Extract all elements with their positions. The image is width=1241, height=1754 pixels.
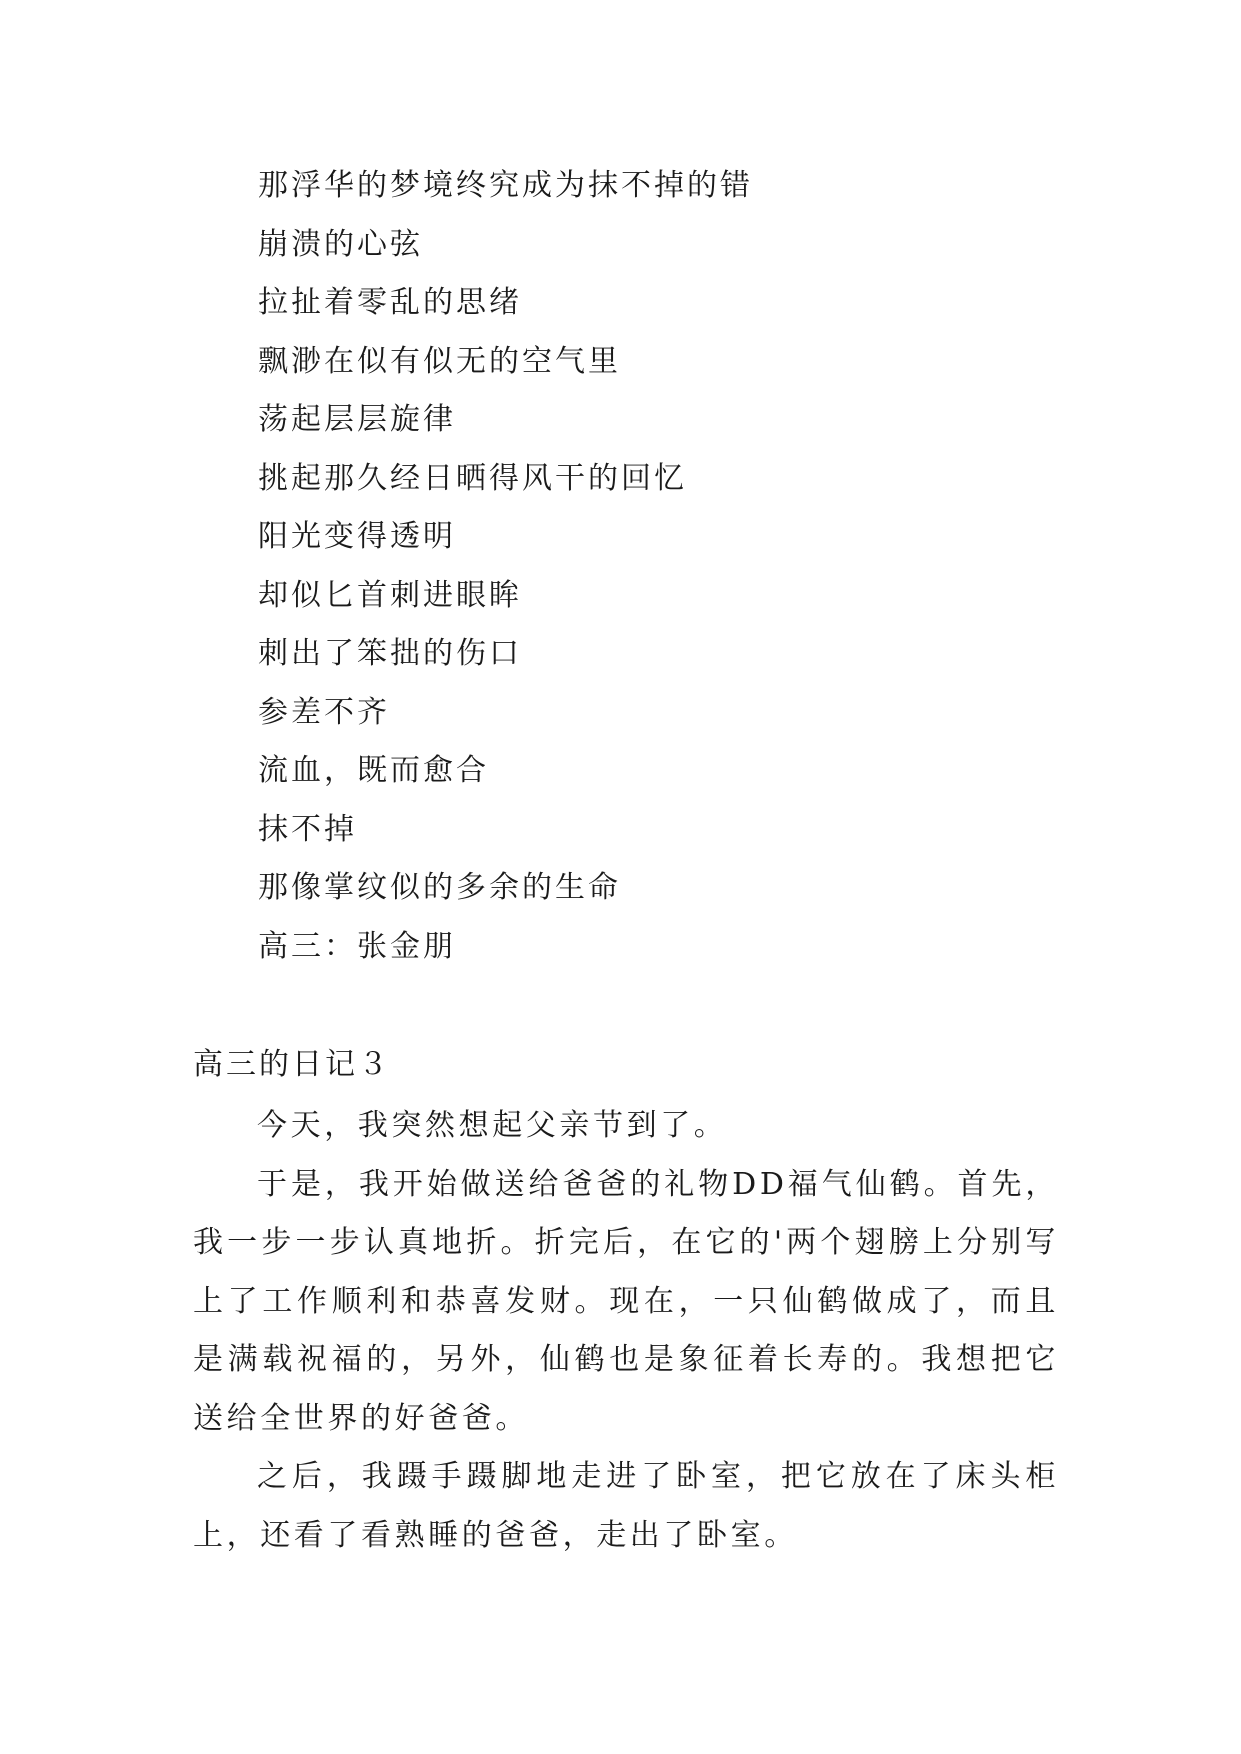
paragraph: 之后，我蹑手蹑脚地走进了卧室，把它放在了床头柜上，还看了看熟睡的爸爸，走出了卧室。 xyxy=(193,1459,1059,1553)
paragraph: 于是，我开始做送给爸爸的礼物DD福气仙鹤。首先，我一步一步认真地折。折完后，在它的'两个翅膀上分别写上了工作顺利和恭喜发财。现在，一只仙鹤做成了，而且是满载祝福的，另外，仙鹤也是象征着长寿的。我想把它送给全世界的好爸爸。 xyxy=(193,1166,1059,1436)
poem-line: 参差不齐 xyxy=(258,694,390,730)
poem-line: 荡起层层旋律 xyxy=(258,402,456,437)
poem-line: 流血，既而愈合 xyxy=(258,753,489,788)
poem-line: 阳光变得透明 xyxy=(258,519,456,554)
diary-body xyxy=(193,1097,1059,1565)
poem-line: 却似匕首刺进眼眸 xyxy=(258,577,522,613)
paragraph: 今天，我突然想起父亲节到了。 xyxy=(257,1108,728,1143)
poem-line: 飘渺在似有似无的空气里 xyxy=(258,343,621,379)
poem xyxy=(258,157,1058,976)
poem-line: 那浮华的梦境终究成为抹不掉的错 xyxy=(258,168,753,203)
poem-line: 拉扯着零乱的思绪 xyxy=(258,285,522,320)
poem-line: 抹不掉 xyxy=(258,811,357,847)
poem-author: 高三：张金朋 xyxy=(258,928,456,964)
poem-line: 刺出了笨拙的伤口 xyxy=(258,636,522,671)
poem-line: 崩溃的心弦 xyxy=(258,226,423,262)
poem-line: 那像掌纹似的多余的生命 xyxy=(258,870,621,905)
poem-line: 挑起那久经日晒得风干的回忆 xyxy=(258,460,687,496)
section-title: 高三的日记３ xyxy=(193,1047,391,1082)
